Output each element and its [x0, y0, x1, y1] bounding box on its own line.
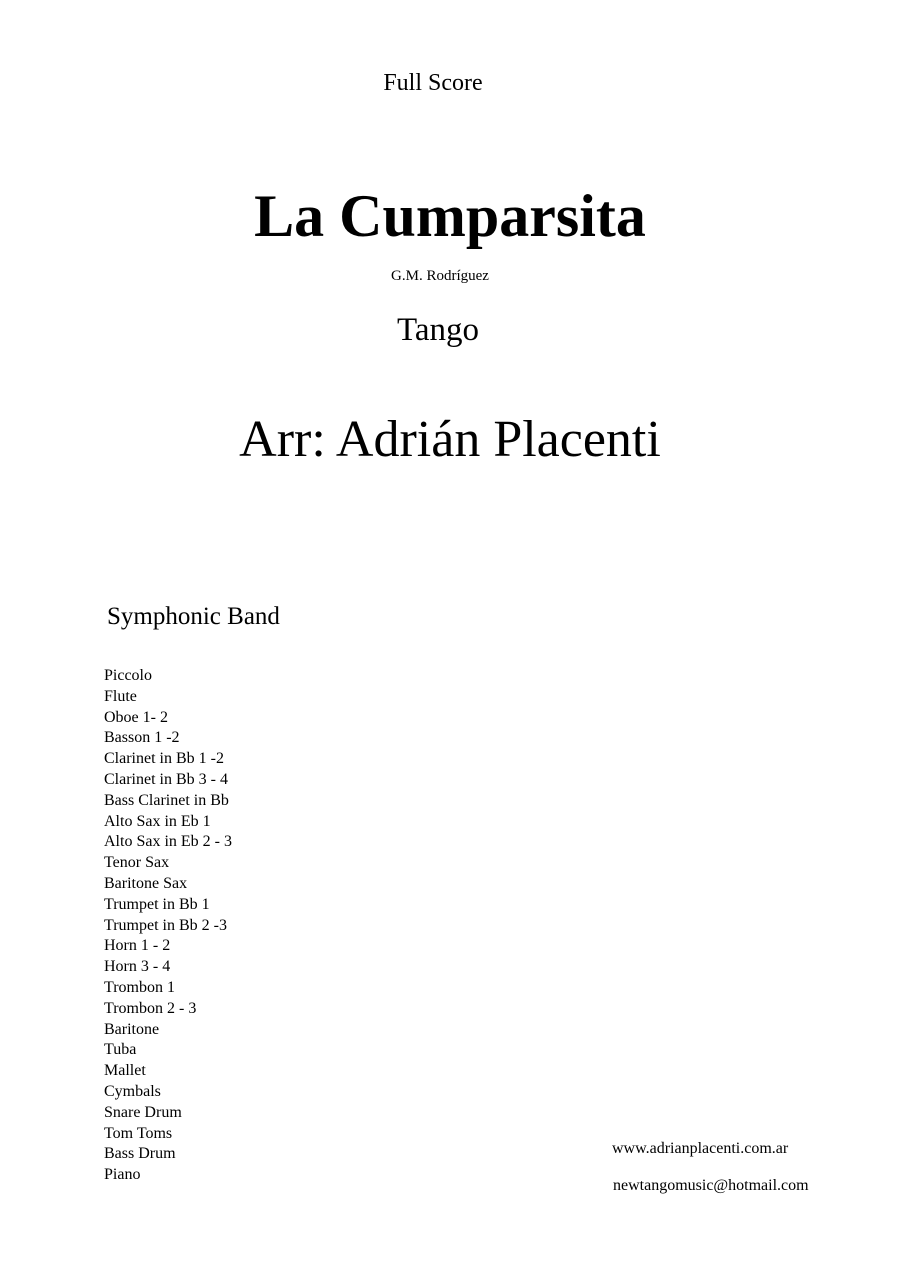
instrument-item: Trumpet in Bb 1	[104, 895, 210, 913]
instrument-item: Bass Drum	[104, 1145, 176, 1163]
page-title: La Cumparsita	[254, 183, 646, 249]
instrument-item: Piccolo	[104, 667, 152, 684]
instrument-item: Tom Toms	[104, 1124, 173, 1142]
instrument-item: Piano	[104, 1166, 141, 1184]
score-type-label: Full Score	[383, 70, 483, 96]
instrument-item: Snare Drum	[104, 1103, 182, 1121]
instrument-item: Clarinet in Bb 1 -2	[104, 750, 224, 768]
arranger: Arr: Adrián Placenti	[239, 411, 661, 468]
instrument-item: Horn 3 - 4	[104, 958, 171, 976]
instrument-item: Trumpet in Bb 2 -3	[104, 916, 227, 934]
email-link[interactable]: newtangomusic@hotmail.com	[613, 1177, 809, 1194]
instrument-item: Horn 1 - 2	[104, 937, 171, 955]
instrument-item: Flute	[104, 687, 137, 705]
instrument-item: Tuba	[104, 1041, 137, 1059]
instrument-item: Basson 1 -2	[104, 729, 180, 747]
instrument-list	[104, 666, 232, 1186]
instrument-item: Alto Sax in Eb 2 - 3	[104, 833, 232, 851]
instrument-item: Baritone Sax	[104, 874, 188, 892]
website-link[interactable]: www.adrianplacenti.com.ar	[612, 1140, 789, 1157]
instrument-item: Trombon 1	[104, 978, 175, 996]
instrument-item: Alto Sax in Eb 1	[104, 812, 211, 830]
instrument-item: Mallet	[104, 1062, 146, 1080]
instrument-item: Baritone	[104, 1020, 160, 1038]
instrument-item: Oboe 1- 2	[104, 708, 168, 726]
instrument-item: Clarinet in Bb 3 - 4	[104, 770, 228, 788]
instrument-item: Bass Clarinet in Bb	[104, 791, 229, 809]
ensemble-heading: Symphonic Band	[107, 603, 280, 630]
composer: G.M. Rodríguez	[391, 268, 489, 284]
instrument-item: Cymbals	[104, 1082, 161, 1100]
instrument-item: Trombon 2 - 3	[104, 999, 197, 1017]
instrument-item: Tenor Sax	[104, 854, 170, 872]
genre: Tango	[396, 312, 479, 348]
